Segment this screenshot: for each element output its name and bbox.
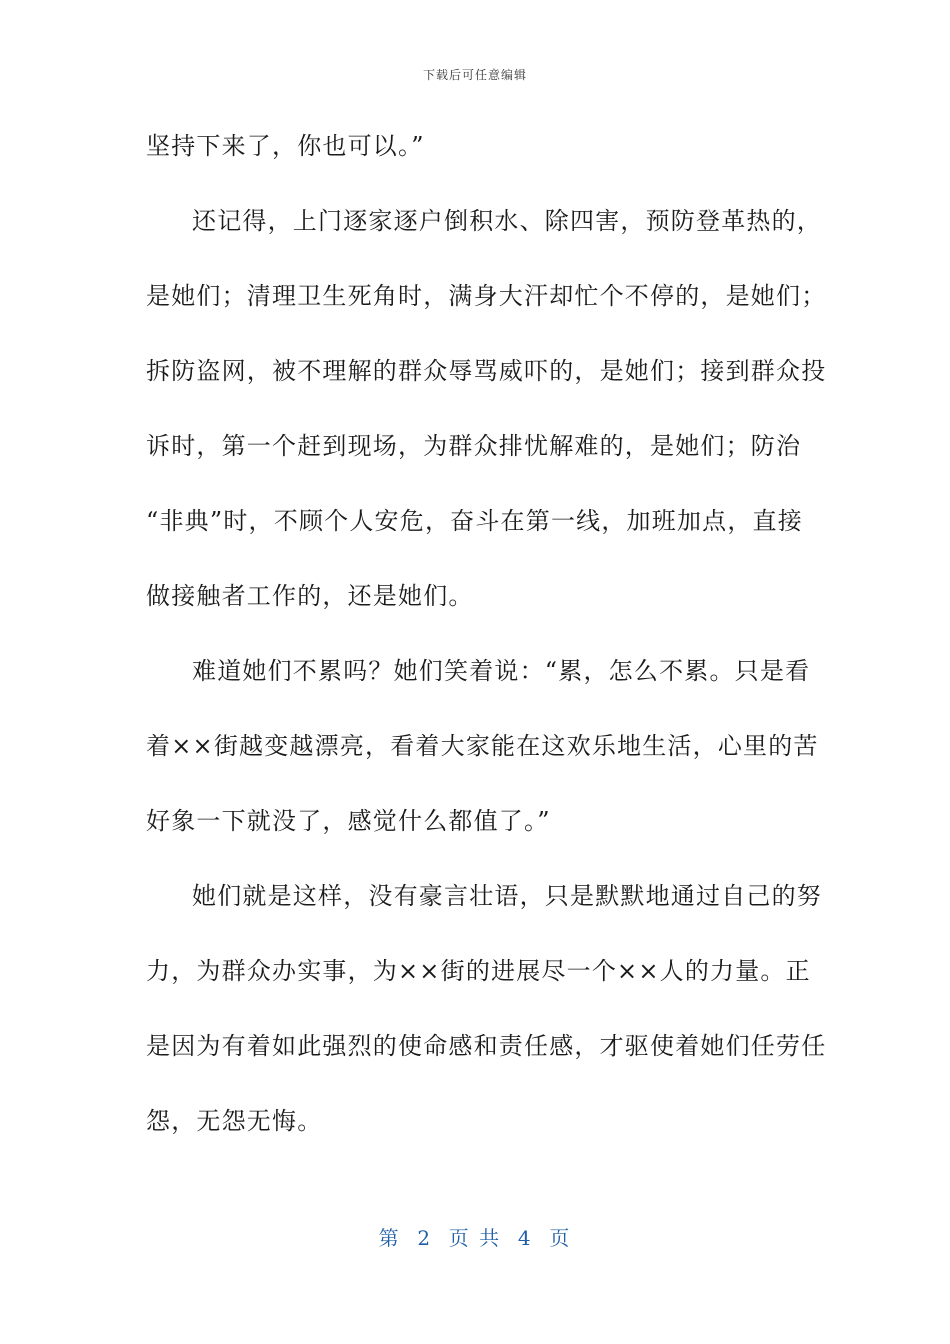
text-line: 是她们；清理卫生死角时，满身大汗却忙个不停的，是她们； <box>146 282 827 310</box>
paragraph-first-line: 难道她们不累吗？她们笑着说：“累，怎么不累。只是看 <box>192 657 811 685</box>
header-note: 下载后可任意编辑 <box>422 68 527 82</box>
paragraph-first-line: 她们就是这样，没有豪言壮语，只是默默地通过自己的努 <box>192 882 822 910</box>
text-line: “非典”时，不顾个人安危，奋斗在第一线，加班加点，直接 <box>146 507 803 535</box>
text-line: 怨，无怨无悔。 <box>146 1107 323 1135</box>
text-line: 做接触者工作的，还是她们。 <box>146 582 474 610</box>
text-line: 拆防盗网，被不理解的群众辱骂威吓的，是她们；接到群众投 <box>146 357 827 385</box>
text-line: 力，为群众办实事，为××街的进展尽一个××人的力量。正 <box>146 957 811 985</box>
text-line: 好象一下就没了，感觉什么都值了。” <box>146 807 551 835</box>
page-number-footer: 第 2 页 共 4 页 <box>378 1226 572 1250</box>
paragraph-first-line: 还记得，上门逐家逐户倒积水、除四害，预防登革热的， <box>192 207 822 235</box>
text-line: 诉时，第一个赶到现场，为群众排忧解难的，是她们；防治 <box>146 432 802 460</box>
text-line: 着××街越变越漂亮，看着大家能在这欢乐地生活，心里的苦 <box>146 732 819 760</box>
text-line: 是因为有着如此强烈的使命感和责任感，才驱使着她们任劳任 <box>146 1032 827 1060</box>
document-body <box>146 118 827 1168</box>
text-line: 坚持下来了，你也可以。” <box>146 132 425 160</box>
